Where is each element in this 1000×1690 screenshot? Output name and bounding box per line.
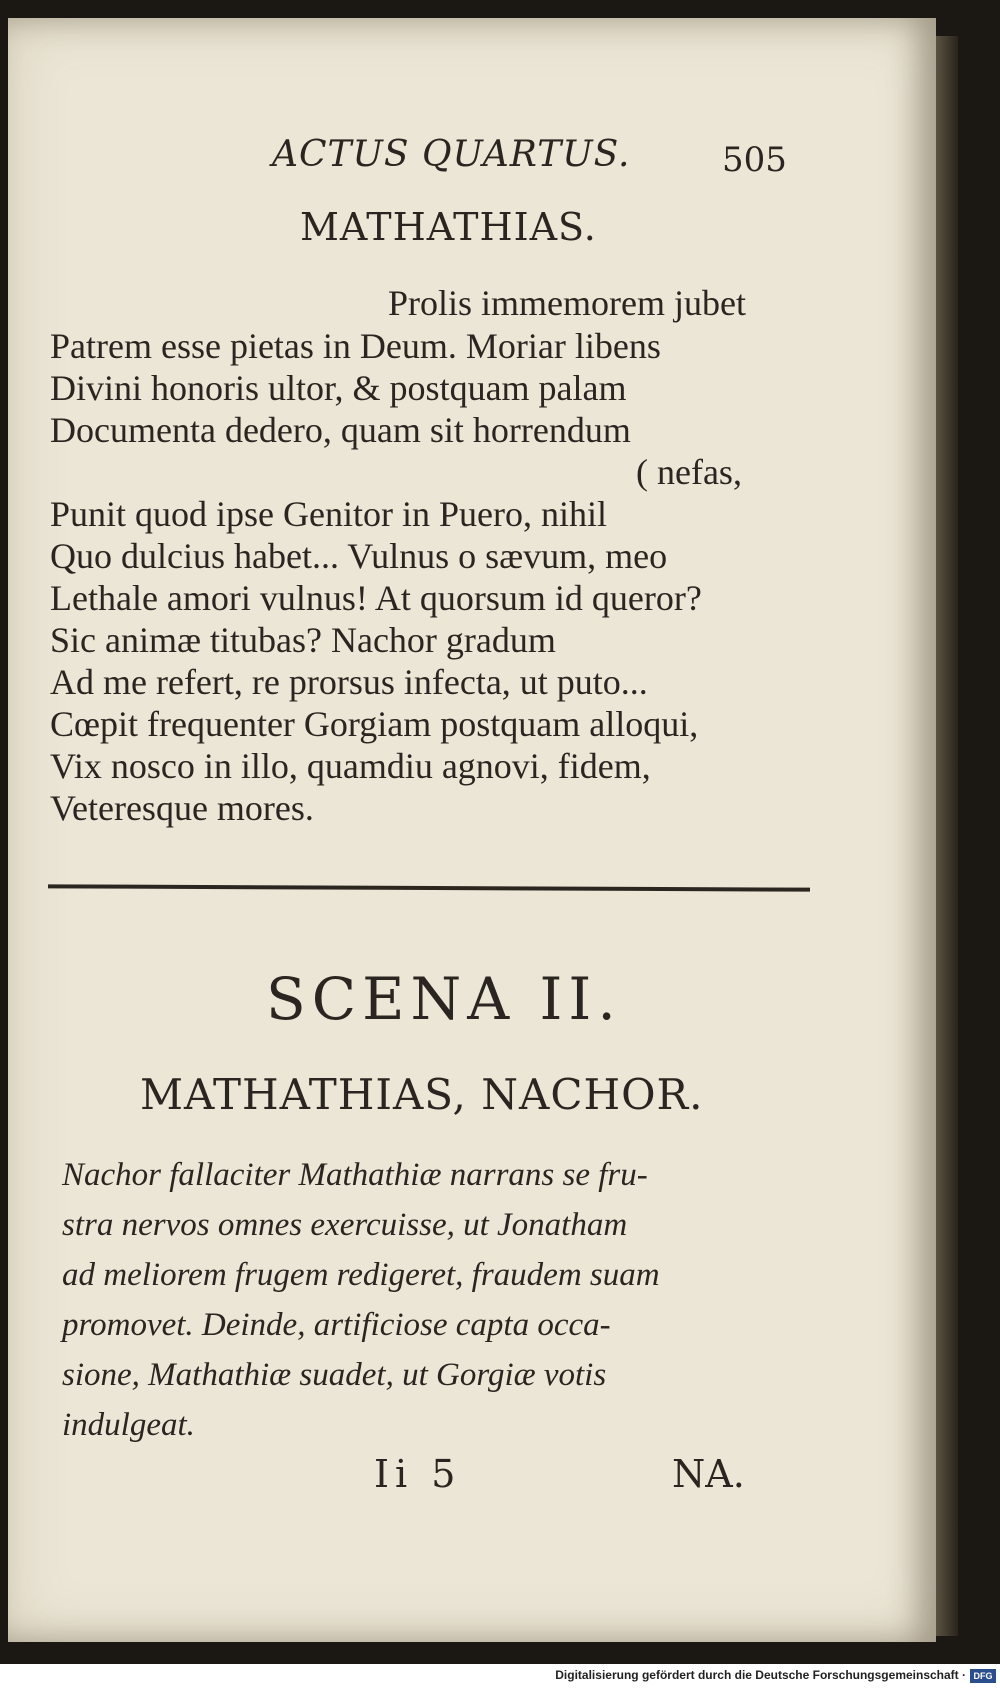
verse-line: Veteresque mores. <box>50 788 314 828</box>
verse-line: Cœpit frequenter Gorgiam postquam alloqui, <box>50 704 699 744</box>
summary-line: Nachor fallaciter Mathathiæ narrans se fru- <box>62 1157 648 1193</box>
dfg-logo-icon: DFG <box>970 1669 996 1683</box>
running-head: ACTUS QUARTUS. <box>272 134 631 175</box>
summary-line: ad meliorem frugem redigeret, fraudem suam <box>62 1257 660 1293</box>
funding-credit: Digitalisierung gefördert durch die Deutsche Forschungsgemeinschaft · <box>555 1668 966 1682</box>
page-number: 505 <box>722 140 787 180</box>
digitization-footer <box>0 1664 1000 1690</box>
verse-line: Punit quod ipse Genitor in Puero, nihil <box>50 494 607 534</box>
scene-title: SCENA II. <box>266 965 622 1033</box>
verse-line: Quo dulcius habet... Vulnus o sævum, meo <box>50 536 668 576</box>
summary-line: indulgeat. <box>62 1407 195 1443</box>
speaker-heading: MATHATHIAS. <box>300 205 597 249</box>
verse-line: Divini honoris ultor, & postquam palam <box>50 368 627 408</box>
verse-line: Documenta dedero, quam sit horrendum <box>50 410 631 450</box>
verse-line: Lethale amori vulnus! At quorsum id queror? <box>50 578 702 618</box>
catchword: NA. <box>672 1452 745 1496</box>
signature-mark: Ii 5 <box>374 1452 462 1496</box>
verse-line: Patrem esse pietas in Deum. Moriar libens <box>50 326 661 366</box>
verse-line: ( nefas, <box>636 452 742 492</box>
verse-line: Ad me refert, re prorsus infecta, ut puto... <box>50 662 648 702</box>
scene-summary <box>62 1150 812 1450</box>
summary-line: stra nervos omnes exercuisse, ut Jonatham <box>62 1207 628 1243</box>
verse-line: Vix nosco in illo, quamdiu agnovi, fidem, <box>50 746 651 786</box>
verse-line: Sic animæ titubas? Nachor gradum <box>50 620 556 660</box>
scene-speakers: MATHATHIAS, NACHOR. <box>140 1070 704 1119</box>
summary-line: promovet. Deinde, artificiose capta occa- <box>62 1307 611 1343</box>
summary-line: sione, Mathathiæ suadet, ut Gorgiæ votis <box>62 1357 607 1393</box>
verse-line: Prolis immemorem jubet <box>388 283 746 323</box>
page-edge-shadow <box>936 36 958 1636</box>
